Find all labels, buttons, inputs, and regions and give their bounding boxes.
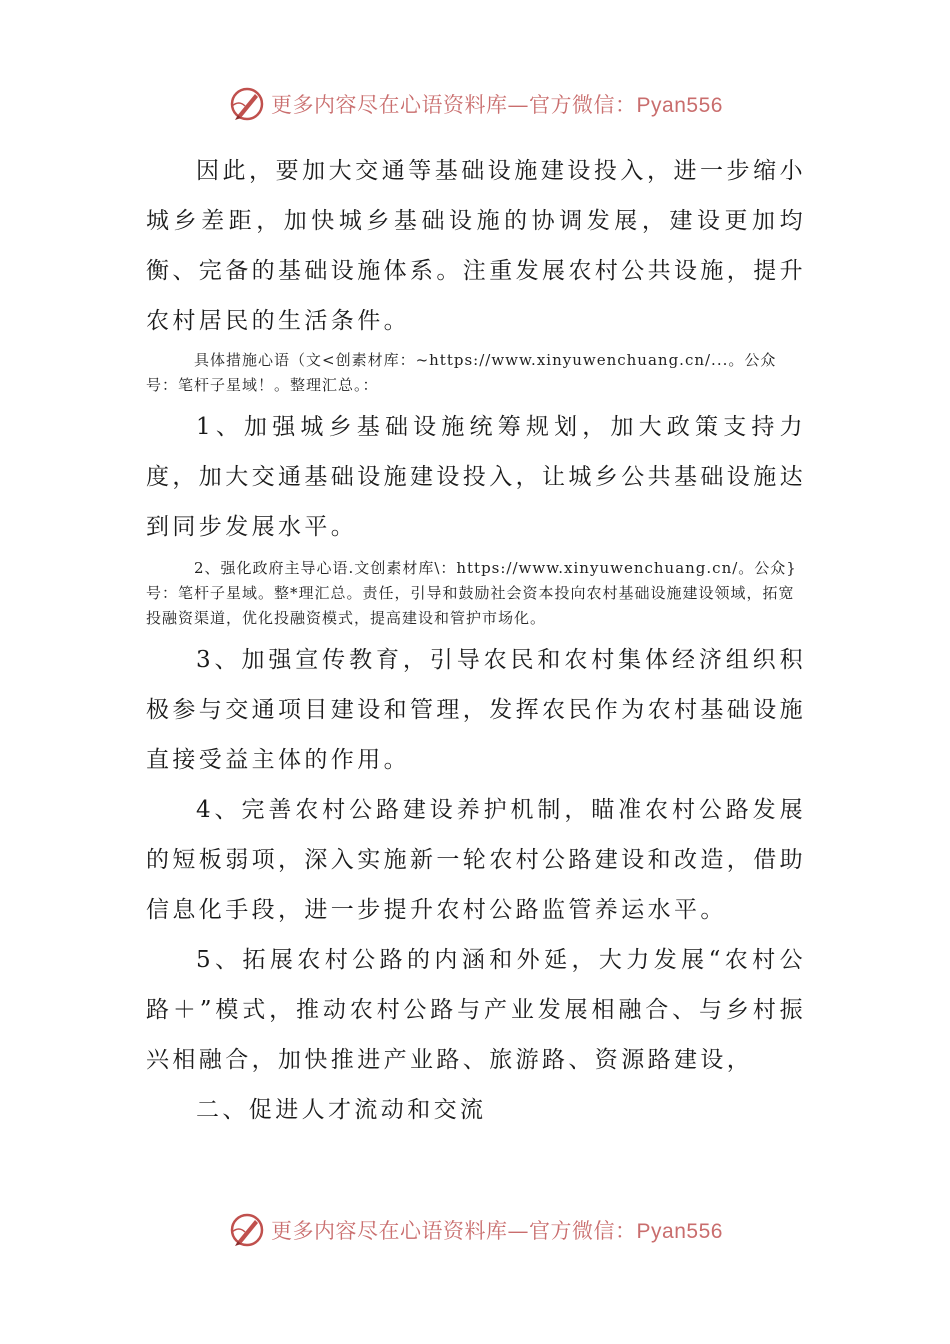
paragraph-item-4: 4、完善农村公路建设养护机制，瞄准农村公路发展的短板弱项，深入实施新一轮农村公路建设和改造，借助信息化手段，进一步提升农村公路监管养运水平。	[146, 797, 806, 923]
paragraph-measures-note: 具体措施心语（文<创素材库：~https://www.xinyuwenchuang.cn/...。公众号：笔杆子星域！。整理汇总。：	[146, 351, 777, 394]
pen-logo-icon	[227, 84, 267, 124]
banner-text: 更多内容尽在心语资料库—官方微信：	[271, 1219, 637, 1243]
paragraph-intro: 因此，要加大交通等基础设施建设投入，进一步缩小城乡差距，加快城乡基础设施的协调发展，建设更加均衡、完备的基础设施体系。注重发展农村公共设施，提升农村居民的生活条件。	[146, 158, 806, 334]
header-banner	[0, 82, 950, 126]
banner-wechat-handle: Pyan556	[636, 94, 723, 117]
document-body	[146, 146, 806, 1135]
banner-wechat-handle: Pyan556	[636, 1220, 723, 1243]
paragraph-item-1: 1、加强城乡基础设施统筹规划，加大政策支持力度，加大交通基础设施建设投入，让城乡公共基础设施达到同步发展水平。	[146, 414, 806, 540]
footer-banner	[0, 1208, 950, 1252]
paragraph-item-5: 5、拓展农村公路的内涵和外延，大力发展“农村公路＋”模式，推动农村公路与产业发展相融合、与乡村振兴相融合，加快推进产业路、旅游路、资源路建设，	[146, 947, 806, 1073]
banner-label	[271, 89, 723, 119]
banner-text: 更多内容尽在心语资料库—官方微信：	[271, 93, 637, 117]
paragraph-item-3: 3、加强宣传教育，引导农民和农村集体经济组织积极参与交通项目建设和管理，发挥农民作为农村基础设施直接受益主体的作用。	[146, 647, 806, 773]
paragraph-item-2: 2、强化政府主导心语.文创素材库\：https://www.xinyuwenchuang.cn/。公众}号：笔杆子星域。整*理汇总。责任，引导和鼓励社会资本投向农村基础设施建设领域，拓宽投融资渠道，优化投融资模式，提高建设和管护市场化。	[146, 559, 797, 627]
section-heading: 二、促进人才流动和交流	[196, 1097, 487, 1123]
banner-label	[271, 1215, 723, 1245]
pen-logo-icon	[227, 1210, 267, 1250]
